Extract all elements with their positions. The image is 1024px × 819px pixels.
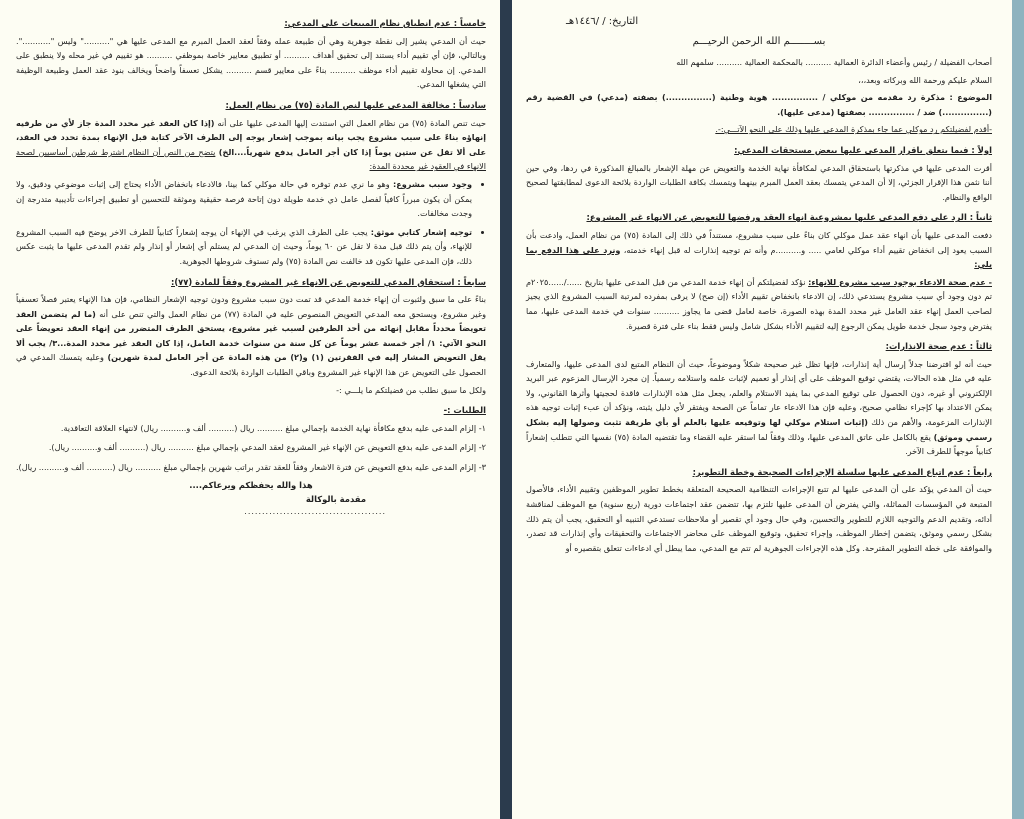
bullet-2-title: توجيه إشعار كتابي موثق: (370, 226, 472, 237)
list-item: ٢- إلزام المدعى عليه بدفع التعويض عن الإنهاء غير المشروع لعقد المدعي بإجمالي مبلغ .......... ريال (.......... ألف و.......... ريال). (48, 442, 486, 453)
greeting: السلام عليكم ورحمة الله وبركاته وبعد،،، (858, 74, 992, 85)
list-item (16, 225, 472, 269)
bullet-2-text: يجب على الطرف الذي يرغب في الإنهاء أن يوجه إشعاراً كتابياً للطرف الاخر يوضح فيه السبب المشروع للإنهاء، وأن يتم ذلك قبل مدة لا تقل عن ٦٠ يوماً، وحيث إن المدعي لم يستلم أي إشعار أو إنذار ولم تقدم المدعى عليها ما يثبت عكس ذلك، فإن المدعى عليها تكون قد خالفت نص المادة (٧٥) ولم تستوف شروطها الجوهرية. (16, 226, 472, 266)
section-7-text-a: بناءً على ما سبق ولثبوت أن إنهاء خدمة المدعي قد تمت دون سبب مشروع ودون توجيه الإشعار النظامي، فإن هذا الإنهاء يعتبر فصلاً تعسفياً وغير مشروع، ويستحق معه المدعي التعويض المنصوص عليه في المادة (٧٧) من نظام العمل والتي تنص على أنه (16, 294, 487, 319)
signed-by: مقدمة بالوكالة (305, 493, 366, 504)
section-2-point-1-text: نؤكد لفضيلتكم أن إنهاء خدمة المدعي من قبل المدعى عليها بتاريخ ....../......٢٠٢٥م تم دون وجود أي سبب مشروع يستدعي ذلك، إن الادعاء بانخفاض تقييم الأداء (إن صح) لا يرقى بمفرده لمرتبة السبب المشروع الذي يجيز لصاحب العمل إنهاء عقد العامل غير محدد المدة بهذه الصورة، خاصة لعامل قضى ما يجاوز .......... سنوات في خدمة المدعى عليها، مما يفترض وجود سجل خدمة طويل يمكن الرجوع إليه لتقييم الأداء بشكل شامل وليس فقط بناء على فترة قصيرة. (526, 276, 992, 331)
subject: الموضوع : مذكرة رد مقدمه من موكلي / ............... هوية وطنية (...............) بصفته (مدعي) في القضية رقم (...............) ضد / ............... بصفتها (مدعى عليها). (526, 92, 992, 117)
section-6-text-a: حيث تنص المادة (٧٥) من نظام العمل التي استندت إليها المدعى عليها على أنه (217, 117, 487, 128)
section-3-bold: (إثبات استلام موكلي لها وتوقيعه عليها بالعلم أو بأي طريقة تثبت وصولها إليه بشكل رسمي وموثق) (526, 417, 993, 442)
list-item: ٣- إلزام المدعى عليه بدفع التعويض عن فترة الاشعار وفقاً للعقد تقدر براتب شهرين بإجمالي مبلغ .......... ريال (.......... ألف و.......... ريال). (15, 462, 486, 473)
section-5-title: خامساً : عدم انطباق نظام المبيعات على المدعي: (284, 18, 486, 28)
article-75-quote: (إذا كان العقد غير محدد المدة جاز لأي من طرفيه إنهاؤه بناءً على سبب مشروع يجب بيانه بموجب إشعار يوجه إلى الطرف الآخر كتابة قبل الإنهاء بمدة تحدد في العقد، على ألا تقل عن ستين يوماً إذا كان أجر العامل يدفع شهرياً....الخ) (16, 117, 486, 157)
article-77-quote: (ما لم يتضمن العقد تعويضاً محدداً مقابل إنهائه من أحد الطرفين لسبب غير مشروع، يستحق الطرف المتضرر من إنهاء العقد تعويضاً على النحو الآتي: ١/ أجر خمسة عشر يوماً عن كل سنة من سنوات خدمة العامل، إذا كان العقد غير محدد المدة...٣/ يجب ألا يقل التعويض المشار إليه في الفقرتين (١) و(٢) من هذه المادة عن أجر العامل لمدة شهرين) (16, 308, 486, 363)
section-2-reply: ونرد على هذا الدفع بما يلي: (526, 244, 992, 270)
section-3-end: يقع بالكامل على عاتق المدعى عليها، وذلك وفقاً لما استقر عليه القضاء وما تقتضيه المادة (٧٥) نفسها التي تتطلب إشعاراً كتابياً موجهاً للطرف الآخر. (526, 431, 992, 457)
section-4-text: حيث أن المدعي يؤكد على أن المدعى عليها لم تتبع الإجراءات التنظامية الصحيحة المتعلقة بخطط تطوير الموظفين وتقييم الأداء، فالأصول المتبعة في المؤسسات المماثلة، والتي يفترض أن المدعى عليها تلتزم بها، تتضمن عقد اجتماعات دورية (ربع سنوية) مع الموظف لمناقشة أدائه، وتقديم الدعم والتوجيه اللازم للتطوير والتحسين، وفي حال وجود أي تقصير أو ملاحظات تستدعي التنبيه أو التحقيق، يجب أن يتم ذلك بشكل رسمي وموثق، يتضمن إخطار الموظف، وإجراء تحقيق، وتوقيع الموظف على محاضر الاجتماعات والتحقيقات وأي إنذارات قد تصدر، والموافقة على خطة التطوير المقترحة. وكل هذه الإجراءات الجوهرية لم تتم مع المدعي، مما يبطل أي ادعاءات تتعلق بتقصيره أو (526, 484, 992, 553)
section-1-title: اولاً : فيما يتعلق باقرار المدعى عليها ببعض مستحقات المدعي: (734, 144, 992, 155)
section-2-title: ثانياً : الرد على دفع المدعى عليها بمشروعية انهاء العقد ورفضها للتعويض عن الانهاء غير المشروع: (586, 212, 992, 223)
requests-list (16, 421, 486, 475)
section-4-title: رابعاً : عدم اتباع المدعى عليها سلسلة الإجراءات الصحيحة وخطة التطوير: (692, 466, 992, 477)
document-date: التاريخ: / /١٤٤٦هـ (566, 16, 639, 27)
page-edge (1012, 0, 1024, 819)
section-2-text-body: دفعت المدعى عليها بأن انهاء عقد عمل موكلي كان بناءً على سبب مشروع، مستنداً في ذلك إلى المادة (٧٥) من نظام العمل، وادعت بأن السبب يعود إلى انخفاض تقييم أداء موكلي لعامي ..... و..........م وأنه تم توجيه إنذارات له قبل إنهاء خدمته، (526, 229, 992, 255)
section-6-text (16, 116, 486, 174)
signature-line: ........................................ (244, 506, 386, 516)
bullet-1-title: وجود سبب مشروع: (392, 178, 473, 189)
intro: -أقدم لفضيلتكم رد موكلي عما جاء بمذكرة المدعى عليها وذلك على النحو الآتـــي:-. (715, 124, 992, 135)
section-3-title: ثالثاً : عدم صحة الانذارات: (885, 341, 992, 352)
list-item: ١- إلزام المدعى عليه بدفع مكافأة نهاية الخدمة بإجمالي مبلغ .......... ريال (.......... ألف و.......... ريال) لانتهاء العلاقة التعاقدية. (60, 422, 486, 433)
document-page-left (0, 0, 500, 819)
section-6-text-c: يتضح من النص أن النظام اشترط شرطين أساسيين لصحة الانهاء في العقود غير محددة المدة: (16, 146, 486, 172)
section-2-text (526, 228, 992, 272)
section-7-text-c: وعليه يتمسك المدعي في الحصول على التعويض عن هذا الإنهاء غير المشروع وباقي الطلبات الواردة بلائحة الدعوى. (16, 352, 486, 378)
section-3-text (526, 357, 992, 459)
section-5-text: حيث أن المدعي يشير إلى نقطة جوهرية وهي أن طبيعة عمله وفقاً لعقد العمل المبرم مع المدعى عليها هي ".........." وليس "...........". وبالتالي، فإن أي تقييم أداء يستند إلى تحقيق أهداف .......... أو تطبيق معايير خاصة بموظفي .......... هو تقييم في غير محله ولا ينطبق على المدعي. إن محاولة تقييم أداء موظف .......... بناءً على معايير قسم .......... يشكل تعسفاً واضحاً ويخالف بنود عقد العمل وطبيعة الوظيفة التي يشغلها المدعي. (16, 35, 486, 90)
conditions-list (16, 177, 486, 269)
section-6-title: سادساً : مخالفة المدعى عليها لنص المادة (٧٥) من نظام العمل: (225, 99, 486, 110)
section-2-point-1 (526, 275, 992, 333)
bullet-1-text: وهو ما نري عدم توفره في حالة موكلي كما بينا، فالادعاء بانخفاض الأداء يحتاج إلى إثبات موضوعي ودقيق، ولا يمكن أن يكون مبرراً كافياً لفصل عامل ذي خدمة طويلة دون إتاحة فرصة حقيقية وموثقة للتحسين أو تطبيق إجراءات تأديبية متدرجة إن وجدت مخالفات. (16, 178, 472, 219)
book-gutter (500, 0, 512, 819)
section-2-point-1-title: - عدم صحة الادعاء بوجود سبب مشروع للانهاء: (808, 276, 992, 287)
section-3-text-body: حيث أنه لو افترضنا جدلاً إرسال أية إنذارات، فإنها تظل غير صحيحة شكلاً وموضوعاً، حيث أن النظام المتبع لدى المدعى عليها، والمتعارف عليه في مثل هذه الحالات، يقتضي توقيع الموظف على أي إنذار أو تعميم لإثبات علمه واستلامه رسمياً. إن مجرد الإرسال المزعوم عبر البريد الإلكتروني أو غيره، دون الحصول على توقيع المدعي بما يفيد الاستلام والعلم، يجعل مثل هذه الإنذارات فاقدة لحجيتها وأثرها القانوني، ولا يمكن الاعتداد بها كإجراء نظامي صحيح، وعليه فإن هذا الادعاء عار تماماً عن الصحة ويفتقر لأي دليل يثبته، ونؤكد أن عبء إثبات توجيه هذه الإنذارات المزعومة، والأهم من ذلك (526, 358, 992, 428)
section-7-title: سابعاً : استحقاق المدعي للتعويض عن الانهاء غير المشروع وفقاً للمادة (٧٧): (170, 276, 486, 287)
basmala-header: بســــــــم الله الرحمن الرحيـــم (692, 36, 826, 47)
closing-line: هذا والله يحفظكم ويرعاكم.... (189, 479, 313, 490)
list-item (16, 177, 472, 221)
section-1-text: أقرت المدعى عليها في مذكرتها باستحقاق المدعي لمكافأة نهاية الخدمة والتعويض عن مهلة الإشعار بالمبالغ المذكورة في ردها، وفي حين أننا نثمن هذا الإقرار الجزئي، إلا أن المدعي يتمسك بعقد العمل المبرم بينهما ويتمسك بكافة الطلبات الواردة بلائحة الدعوى لمطابقتها لصحيح الواقع والنظام. (526, 162, 992, 202)
section-7-text (16, 292, 486, 380)
document-page-right (512, 0, 1012, 819)
addressee: أصحاب الفضيلة / رئيس وأعضاء الدائرة العمالية .......... بالمحكمة العمالية .......... سلمهم الله (676, 57, 992, 67)
requests-title: الطلبات :- (443, 405, 486, 416)
requests-intro: ولكل ما سبق نطلب من فضيلتكم ما يلـــي :- (336, 384, 486, 395)
